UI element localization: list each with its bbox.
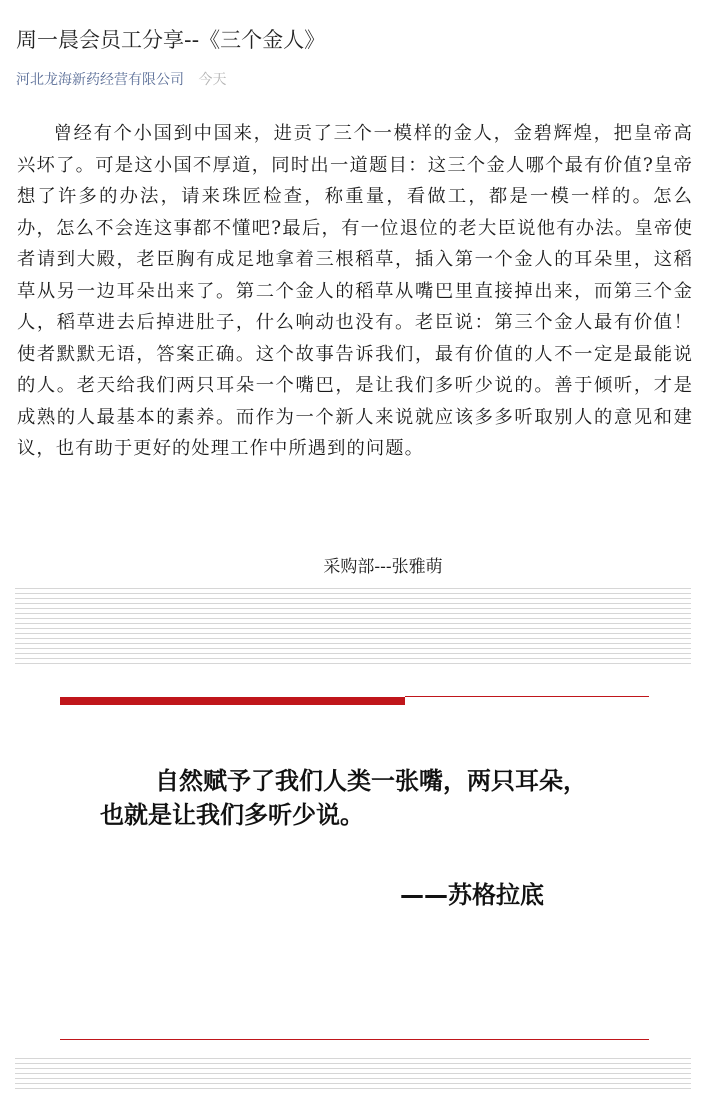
account-name-link[interactable]: 河北龙海新药经营有限公司 (16, 72, 184, 88)
quote-card-inner (15, 666, 691, 1058)
publish-time: 今天 (198, 72, 227, 88)
article-paragraph: 曾经有个小国到中国来，进贡了三个一模样的金人，金碧辉煌，把皇帝高兴坏了。可是这小国不厚道，同时出一道题目：这三个金人哪个最有价值?皇帝想了许多的办法，请来珠匠检查，称重量，看做工，都是一模一样的。怎么办，怎么不会连这事都不懂吧?最后，有一位退位的老大臣说他有办法。皇帝使者请到大殿，老臣胸有成足地拿着三根稻草，插入第一个金人的耳朵里，这稻草从另一边耳朵出来了。第二个金人的稻草从嘴巴里直接掉出来，而第三个金人，稻草进去后掉进肚子，什么响动也没有。老臣说：第三个金人最有价值！使者默默无语，答案正确。这个故事告诉我们，最有价值的人不一定是最能说的人。老天给我们两只耳朵一个嘴巴，是让我们多听少说的。善于倾听，才是成熟的人最基本的素养。而作为一个新人来说就应该多多听取别人的意见和建议，也有助于更好的处理工作中所遇到的问题。 (17, 123, 693, 459)
quote-text-line-1: 自然赋予了我们人类一张嘴，两只耳朵， (155, 767, 587, 795)
red-accent-bar (60, 697, 405, 705)
quote-image-card (15, 588, 691, 1090)
red-divider-bottom (60, 1039, 649, 1040)
red-divider-top (405, 696, 649, 697)
article-signature: 采购部---张雅萌 (323, 557, 443, 577)
quote-author: ——苏格拉底 (400, 881, 544, 909)
article-title: 周一晨会员工分享--《三个金人》 (16, 28, 326, 52)
article-meta (16, 69, 226, 89)
article-body (17, 118, 693, 465)
quote-text-line-2: 也就是让我们多听少说。 (100, 801, 364, 829)
